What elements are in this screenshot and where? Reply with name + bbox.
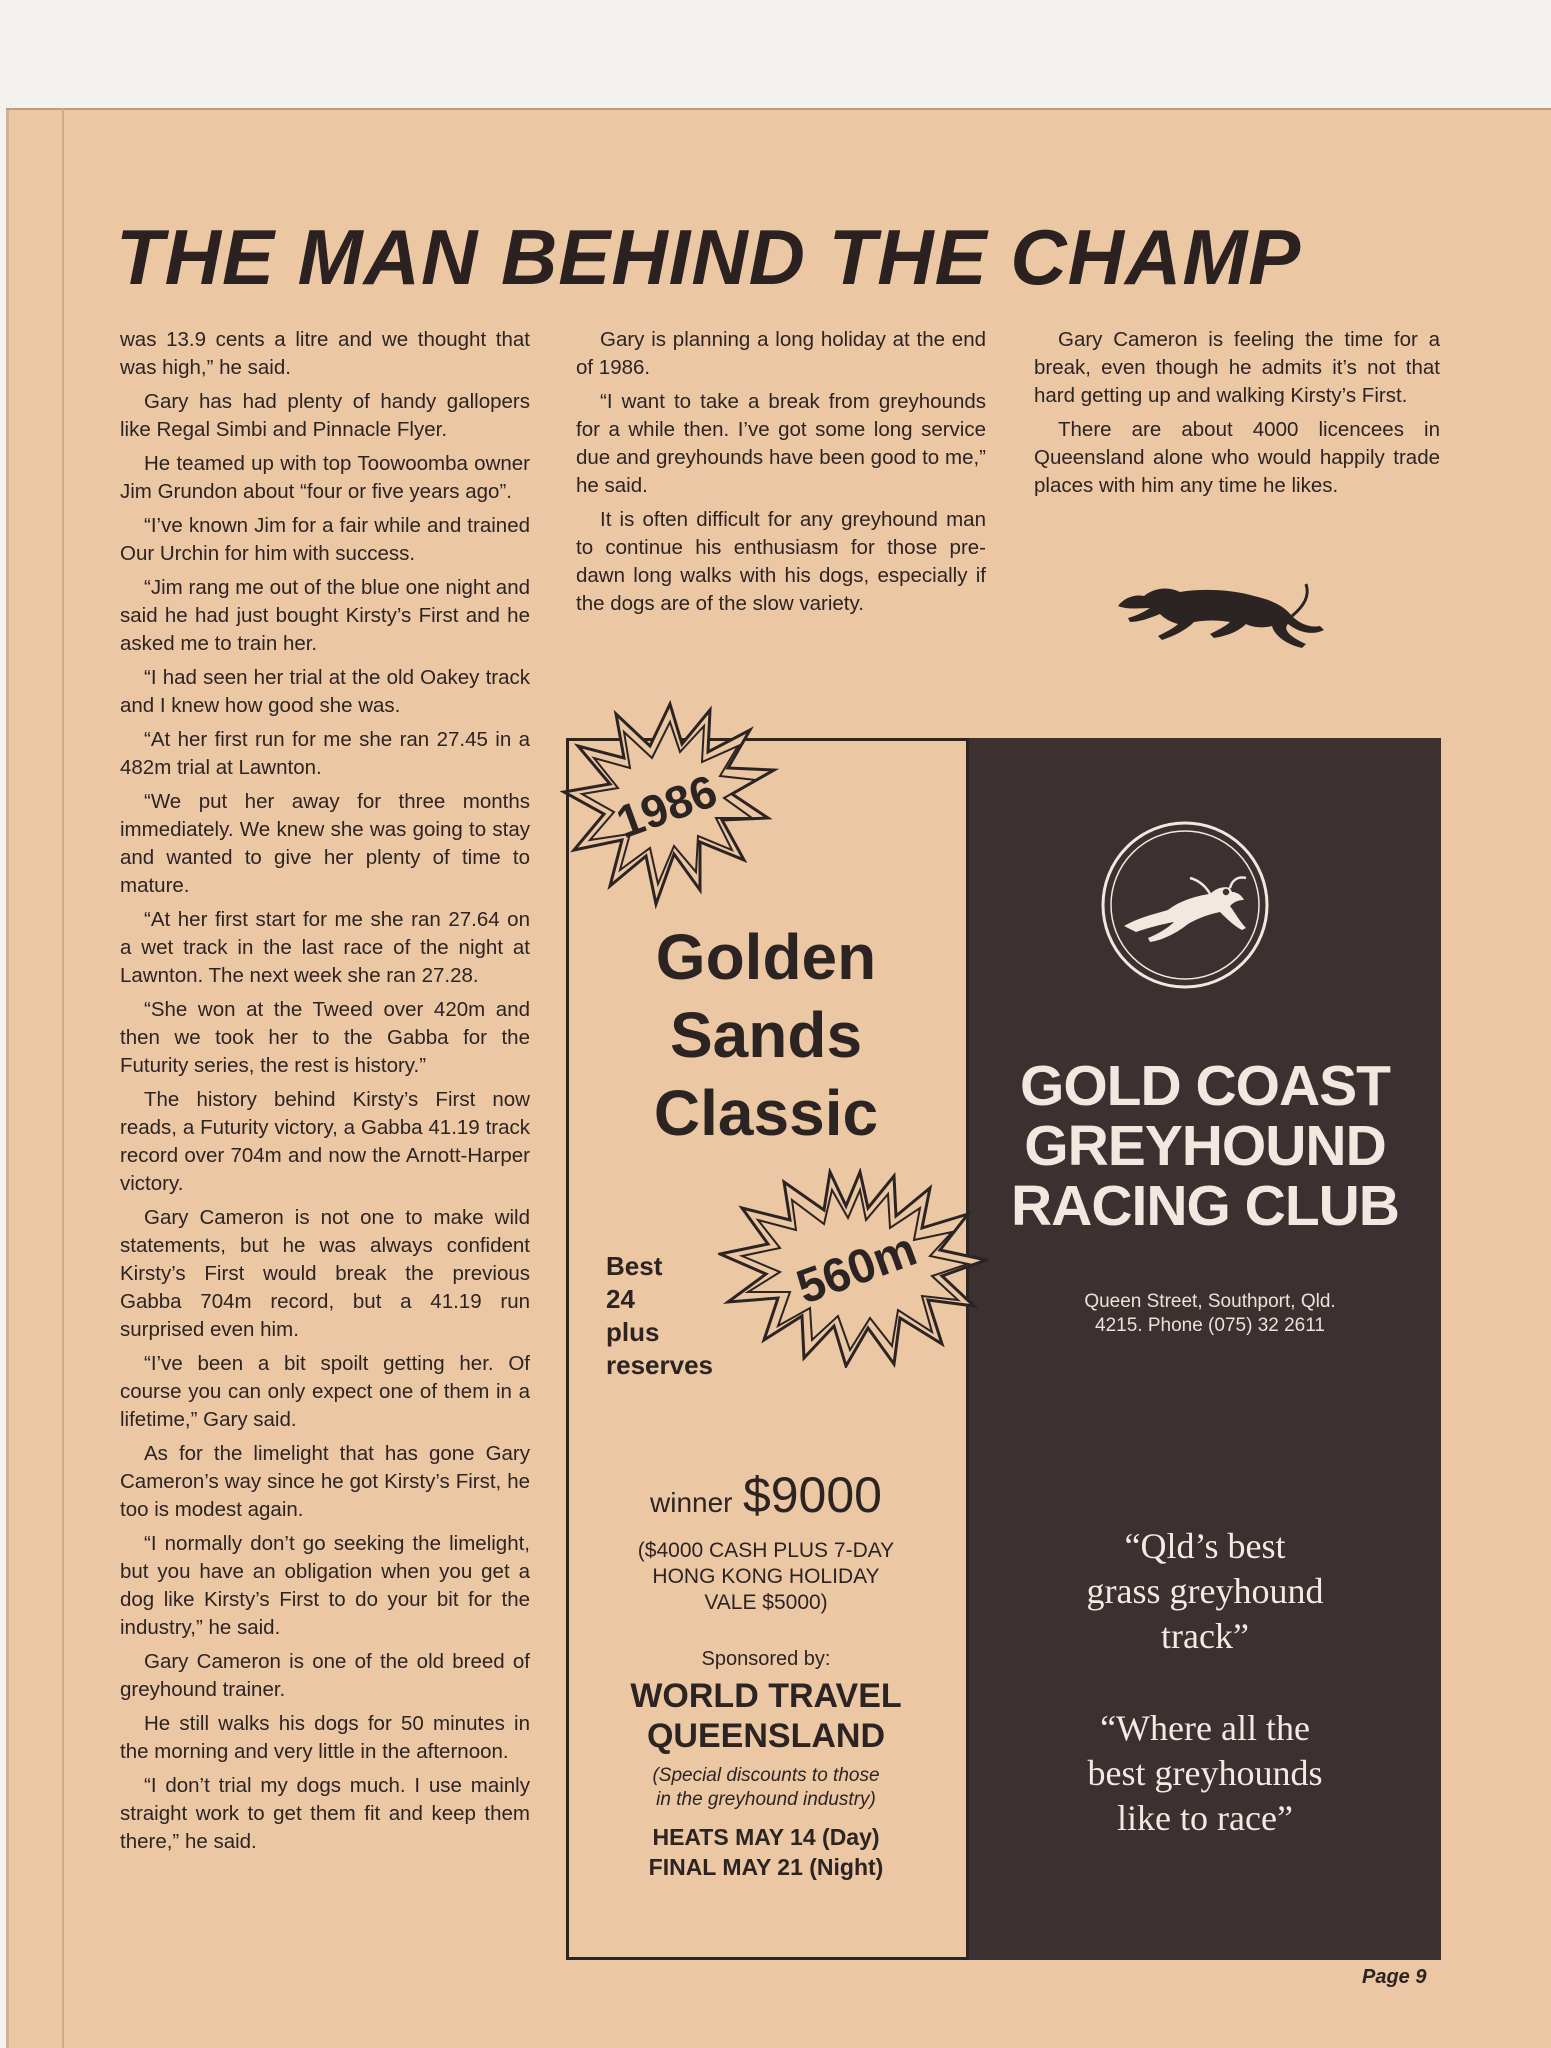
page-number: Page 9 [1362, 1966, 1427, 1988]
paragraph: It is often difficult for any greyhound man to continue his enthusiasm for those pre-dawn long walks with his dogs, especially if the dogs are of the slow variety. [576, 508, 986, 615]
paragraph: “At her first start for me she ran 27.64 on a wet track in the last race of the night at Lawnton. The next week she ran 27.28. [120, 908, 530, 987]
sponsor-line: QUEENSLAND [646, 1717, 886, 1755]
prize-detail-line: ($4000 CASH PLUS 7-DAY [637, 1539, 895, 1562]
slogan-line: track” [1161, 1616, 1249, 1656]
slogan-line: grass greyhound [1086, 1571, 1324, 1611]
ad-title-line: Classic [653, 1077, 879, 1149]
paragraph: “I’ve known Jim for a fair while and trained Our Urchin for him with success. [120, 514, 530, 565]
ad-prize-details [586, 1538, 946, 1616]
heats-date: HEATS MAY 14 (Day) [652, 1824, 880, 1850]
paragraph: As for the limelight that has gone Gary Cameron’s way since he got Kirsty’s First, he too is modest again. [120, 1442, 530, 1521]
paragraph: “We put her away for three months immediately. We knew she was going to stay and wanted to give her plenty of time to mature. [120, 790, 530, 897]
prize-detail-line: VALE $5000) [704, 1591, 828, 1614]
paragraph: He still walks his dogs for 50 minutes in the morning and very little in the afternoon. [120, 1712, 530, 1763]
club-logo-greyhound-icon [1098, 818, 1272, 992]
paragraph: Gary Cameron is feeling the time for a break, even though he admits it’s not that hard getting up and walking Kirsty’s First. [1034, 328, 1440, 407]
starburst-560m [718, 1168, 988, 1368]
starburst-1986 [560, 700, 780, 910]
paragraph: “I don’t trial my dogs much. I use mainly straight work to get them fit and keep them there,” he said. [120, 1774, 530, 1853]
article-headline: THE MAN BEHIND THE CHAMP [116, 213, 1302, 301]
ad-sponsor-note [586, 1764, 946, 1812]
paragraph: Gary has had plenty of handy gallopers like Regal Simbi and Pinnacle Flyer. [120, 390, 530, 441]
page-gutter-line [62, 108, 64, 2048]
paragraph: “I normally don’t go seeking the limelight, but you have an obligation when you get a dog like Kirsty’s First to do your bit for the industry,” he said. [120, 1532, 530, 1639]
paragraph: “She won at the Tweed over 420m and then we took her to the Gabba for the Futurity series, the rest is history.” [120, 998, 530, 1077]
club-address [1040, 1290, 1380, 1338]
club-name-line: RACING CLUB [1011, 1174, 1399, 1238]
prize-detail-line: HONG KONG HOLIDAY [652, 1565, 880, 1588]
ad-field-line: Best [606, 1251, 663, 1281]
paragraph: Gary is planning a long holiday at the end of 1986. [576, 328, 986, 379]
club-name-line: GREYHOUND [1024, 1114, 1386, 1178]
ad-race-dates [586, 1822, 946, 1882]
paragraph: “Jim rang me out of the blue one night and said he had just bought Kirsty’s First and he asked me to train her. [120, 576, 530, 655]
paragraph: The history behind Kirsty’s First now reads, a Futurity victory, a Gabba 41.19 track record over 704m and now the Arnott-Harper victory. [120, 1088, 530, 1195]
article-column-1 [120, 326, 530, 1862]
club-name-line: GOLD COAST [1020, 1054, 1390, 1118]
club-slogan-1 [1000, 1524, 1410, 1659]
final-date: FINAL MAY 21 (Night) [648, 1854, 884, 1880]
address-line: Queen Street, Southport, Qld. [1084, 1291, 1336, 1312]
prize-label: winner [650, 1487, 733, 1518]
ad-title-line: Golden [655, 921, 877, 993]
paragraph: He teamed up with top Toowoomba owner Jim Grundon about “four or five years ago”. [120, 452, 530, 503]
slogan-line: best greyhounds [1087, 1753, 1323, 1793]
sponsor-note-line: in the greyhound industry) [656, 1789, 876, 1810]
slogan-line: “Qld’s best [1124, 1526, 1286, 1566]
address-line: 4215. Phone (075) 32 2611 [1095, 1315, 1325, 1336]
prize-amount: $9000 [742, 1467, 882, 1523]
ad-event-title [586, 918, 946, 1152]
article-column-3 [1034, 326, 1440, 506]
ad-sponsored-label: Sponsored by: [701, 1648, 831, 1670]
paragraph: There are about 4000 licencees in Queensland alone who would happily trade places with him any time he likes. [1034, 418, 1440, 497]
ad-field-line: 24 [606, 1284, 635, 1314]
club-slogan-2 [1000, 1706, 1410, 1841]
ad-year: 1986 [609, 764, 724, 849]
paragraph: “I want to take a break from greyhounds for a while then. I’ve got some long service due and greyhounds have been good to me,” he said. [576, 390, 986, 497]
paragraph: “I had seen her trial at the old Oakey track and I knew how good she was. [120, 666, 530, 717]
paragraph: was 13.9 cents a litre and we thought that was high,” he said. [120, 328, 530, 379]
sponsor-note-line: (Special discounts to those [652, 1765, 880, 1786]
paragraph: “I’ve been a bit spoilt getting her. Of course you can only expect one of them in a lifetime,” Gary said. [120, 1352, 530, 1431]
ad-distance: 560m [790, 1222, 924, 1315]
club-name [984, 1056, 1426, 1236]
ad-sponsor-name [586, 1676, 946, 1756]
slogan-line: like to race” [1117, 1798, 1293, 1838]
paragraph: Gary Cameron is one of the old breed of greyhound trainer. [120, 1650, 530, 1701]
ad-field-size [606, 1250, 726, 1382]
running-greyhound-icon [1114, 566, 1328, 650]
ad-field-line: plus [606, 1317, 660, 1347]
ad-title-line: Sands [669, 999, 863, 1071]
paragraph: Gary Cameron is not one to make wild statements, but he was always confident Kirsty’s First would break the previous Gabba 704m record, but a 41.19 run surprised even him. [120, 1206, 530, 1341]
ad-field-line: reserves [606, 1350, 713, 1380]
slogan-line: “Where all the [1100, 1708, 1310, 1748]
article-column-2 [576, 326, 986, 624]
ad-prize [586, 1466, 946, 1524]
paragraph: “At her first run for me she ran 27.45 in a 482m trial at Lawnton. [120, 728, 530, 779]
sponsor-line: WORLD TRAVEL [630, 1677, 902, 1715]
